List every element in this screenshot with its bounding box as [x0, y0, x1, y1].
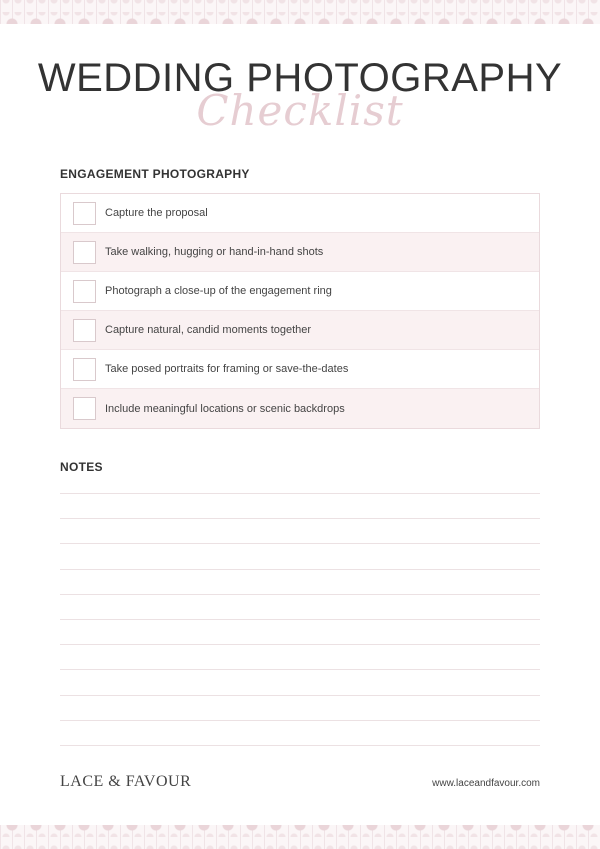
checklist-item-label: Capture the proposal [105, 207, 208, 219]
page-title: WEDDING PHOTOGRAPHY [37, 56, 563, 100]
brand-logo: LACE & FAVOUR [60, 773, 192, 790]
checkbox[interactable] [73, 202, 96, 225]
checklist [60, 193, 540, 429]
checklist-item[interactable] [61, 389, 539, 428]
notes-line [60, 518, 540, 543]
notes-line [60, 594, 540, 619]
checklist-item[interactable] [61, 194, 539, 233]
notes-line [60, 493, 540, 518]
checklist-item-label: Photograph a close-up of the engagement ring [105, 285, 332, 297]
checklist-item[interactable] [61, 233, 539, 272]
notes-line [60, 619, 540, 644]
notes-line [60, 543, 540, 568]
checklist-item-label: Capture natural, candid moments together [105, 324, 312, 336]
notes-line [60, 569, 540, 594]
checkbox[interactable] [73, 241, 96, 264]
checklist-item-label: Take walking, hugging or hand-in-hand shots [105, 246, 324, 258]
notes-line [60, 695, 540, 720]
section-heading-engagement: ENGAGEMENT PHOTOGRAPHY [60, 167, 250, 181]
notes-line [60, 720, 540, 745]
checkbox[interactable] [73, 358, 96, 381]
page-subtitle-script: Checklist [196, 86, 404, 135]
notes-area[interactable] [60, 493, 540, 770]
checkbox[interactable] [73, 280, 96, 303]
lace-border-top [0, 0, 600, 24]
checklist-item-label: Take posed portraits for framing or save-the-dates [105, 363, 349, 375]
checkbox[interactable] [73, 319, 96, 342]
checkbox[interactable] [73, 397, 96, 420]
checklist-item[interactable] [61, 350, 539, 389]
checklist-item[interactable] [61, 311, 539, 350]
notes-heading: NOTES [60, 460, 103, 474]
notes-line [60, 745, 540, 770]
notes-line [60, 644, 540, 669]
checklist-item[interactable] [61, 272, 539, 311]
checklist-item-label: Include meaningful locations or scenic backdrops [105, 402, 345, 415]
lace-border-bottom [0, 825, 600, 849]
website-link[interactable]: www.laceandfavour.com [432, 778, 540, 789]
notes-line [60, 669, 540, 694]
